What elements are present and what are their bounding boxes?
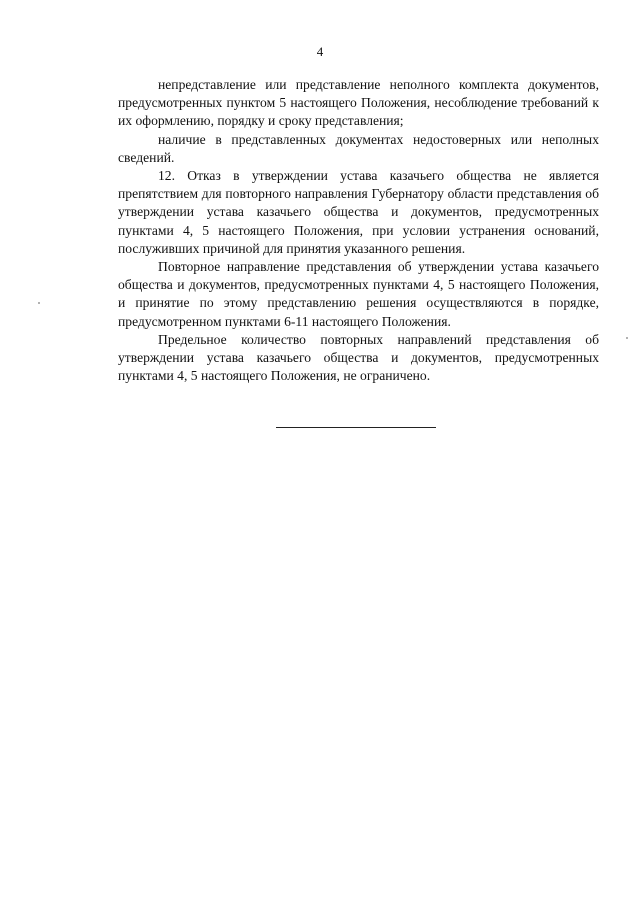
paragraph-item-12: 12. Отказ в утверждении устава казачьего общества не является препятствием для повторного направления Губернатору области представления об утверждении устава казачьего общества и документов, предусмотренных пунктами 4, 5 настоящего Положения, при условии устранения оснований, послуживших причиной для принятия указанного решения. (118, 168, 599, 256)
paragraph-unreliable-information: наличие в представленных документах недостоверных или неполных сведений. (118, 131, 599, 165)
closing-rule-line (276, 427, 436, 428)
scan-speck (626, 337, 628, 339)
paragraph-repeated-submission: Повторное направление представления об утверждении устава казачьего общества и документов, предусмотренных пунктами 4, 5 настоящего Положения, и принятие по этому представлению решения осуществляются в порядке, предусмотренном пунктами 6-11 настоящего Положения. (118, 259, 599, 329)
page-number: 4 (316, 44, 324, 59)
document-body (118, 76, 599, 385)
paragraph-submission-limit: Предельное количество повторных направлений представления об утверждении устава казачьего общества и документов, предусмотренных пунктами 4, 5 настоящего Положения, не ограничено. (118, 331, 599, 384)
scan-speck (38, 302, 40, 304)
paragraph-incomplete-documents: непредставление или представление неполного комплекта документов, предусмотренных пунктом 5 настоящего Положения, несоблюдение требований к их оформлению, порядку и сроку представления; (118, 77, 599, 129)
